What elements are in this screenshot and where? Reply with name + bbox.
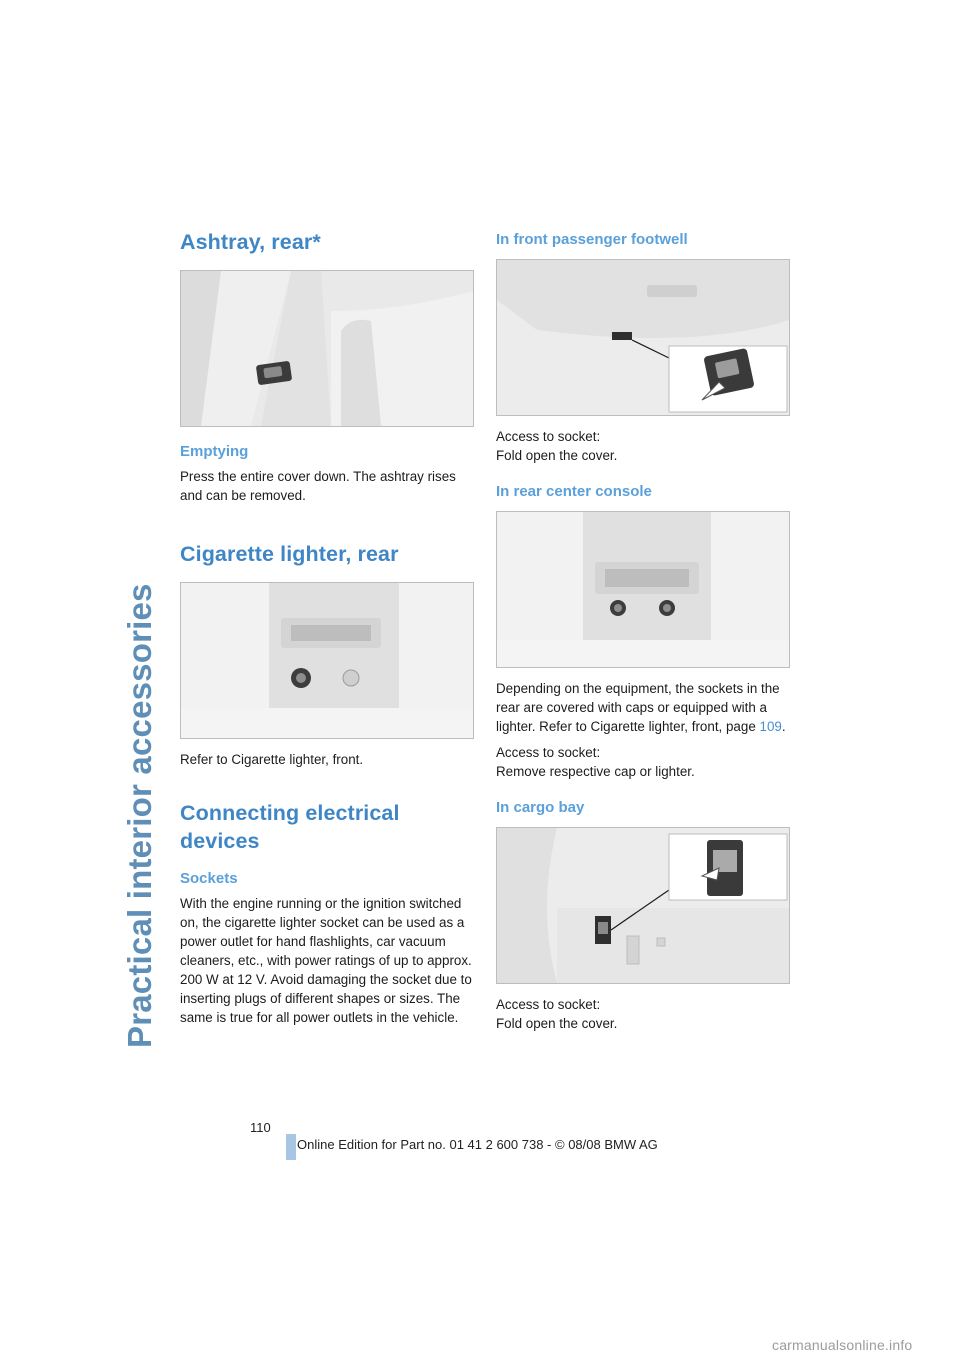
heading-ashtray-rear: Ashtray, rear* [180,230,321,254]
page-number: 110 [250,1120,271,1135]
ashtray-rear-illustration [180,270,474,427]
footwell-socket-illustration [496,259,790,416]
heading-cargo-bay: In cargo bay [496,799,585,816]
heading-emptying: Emptying [180,443,249,460]
cargo-access-text: Access to socket: Fold open the cover. [496,997,618,1031]
chapter-side-title: Practical interior accessories [121,583,158,1048]
footwell-access-text: Access to socket: Fold open the cover. [496,429,618,463]
heading-sockets: Sockets [180,870,238,887]
heading-cigarette-lighter-rear: Cigarette lighter, rear [180,542,399,566]
heading-rear-center-console: In rear center console [496,483,652,500]
lighter-text: Refer to Cigarette lighter, front. [180,752,364,767]
console-access-text: Access to socket: Remove respective cap or lighter. [496,745,695,779]
cigarette-lighter-rear-illustration [180,582,474,739]
watermark-text: carmanualsonline.info [772,1337,913,1353]
footer-edition-text: Online Edition for Part no. 01 41 2 600 738 - © 08/08 BMW AG [297,1137,658,1152]
heading-connecting-electrical-devices: Connecting electrical devices [180,801,400,853]
footer-accent-bar [286,1134,296,1160]
left-column [180,226,474,1027]
right-column [496,226,790,1033]
page-reference-link[interactable]: 109 [759,719,782,734]
emptying-text: Press the entire cover down. The ashtray rises and can be removed. [180,469,456,503]
sockets-text: With the engine running or the ignition switched on, the cigarette lighter socket can be used as a power outlet for hand flashlights, car vacuum cleaners, etc., with power ratings of up to approx. 200 W at 12 V. Avoid damaging the socket due to inserting plugs of different shapes or sizes. The same is true for all power outlets in the vehicle. [180,896,472,1025]
heading-front-passenger-footwell: In front passenger footwell [496,231,688,248]
console-text: Depending on the equipment, the sockets in the rear are covered with caps or equipped with a lighter. Refer to Cigarette lighter, front, page 109. [496,681,786,734]
rear-center-console-illustration [496,511,790,668]
cargo-bay-socket-illustration [496,827,790,984]
